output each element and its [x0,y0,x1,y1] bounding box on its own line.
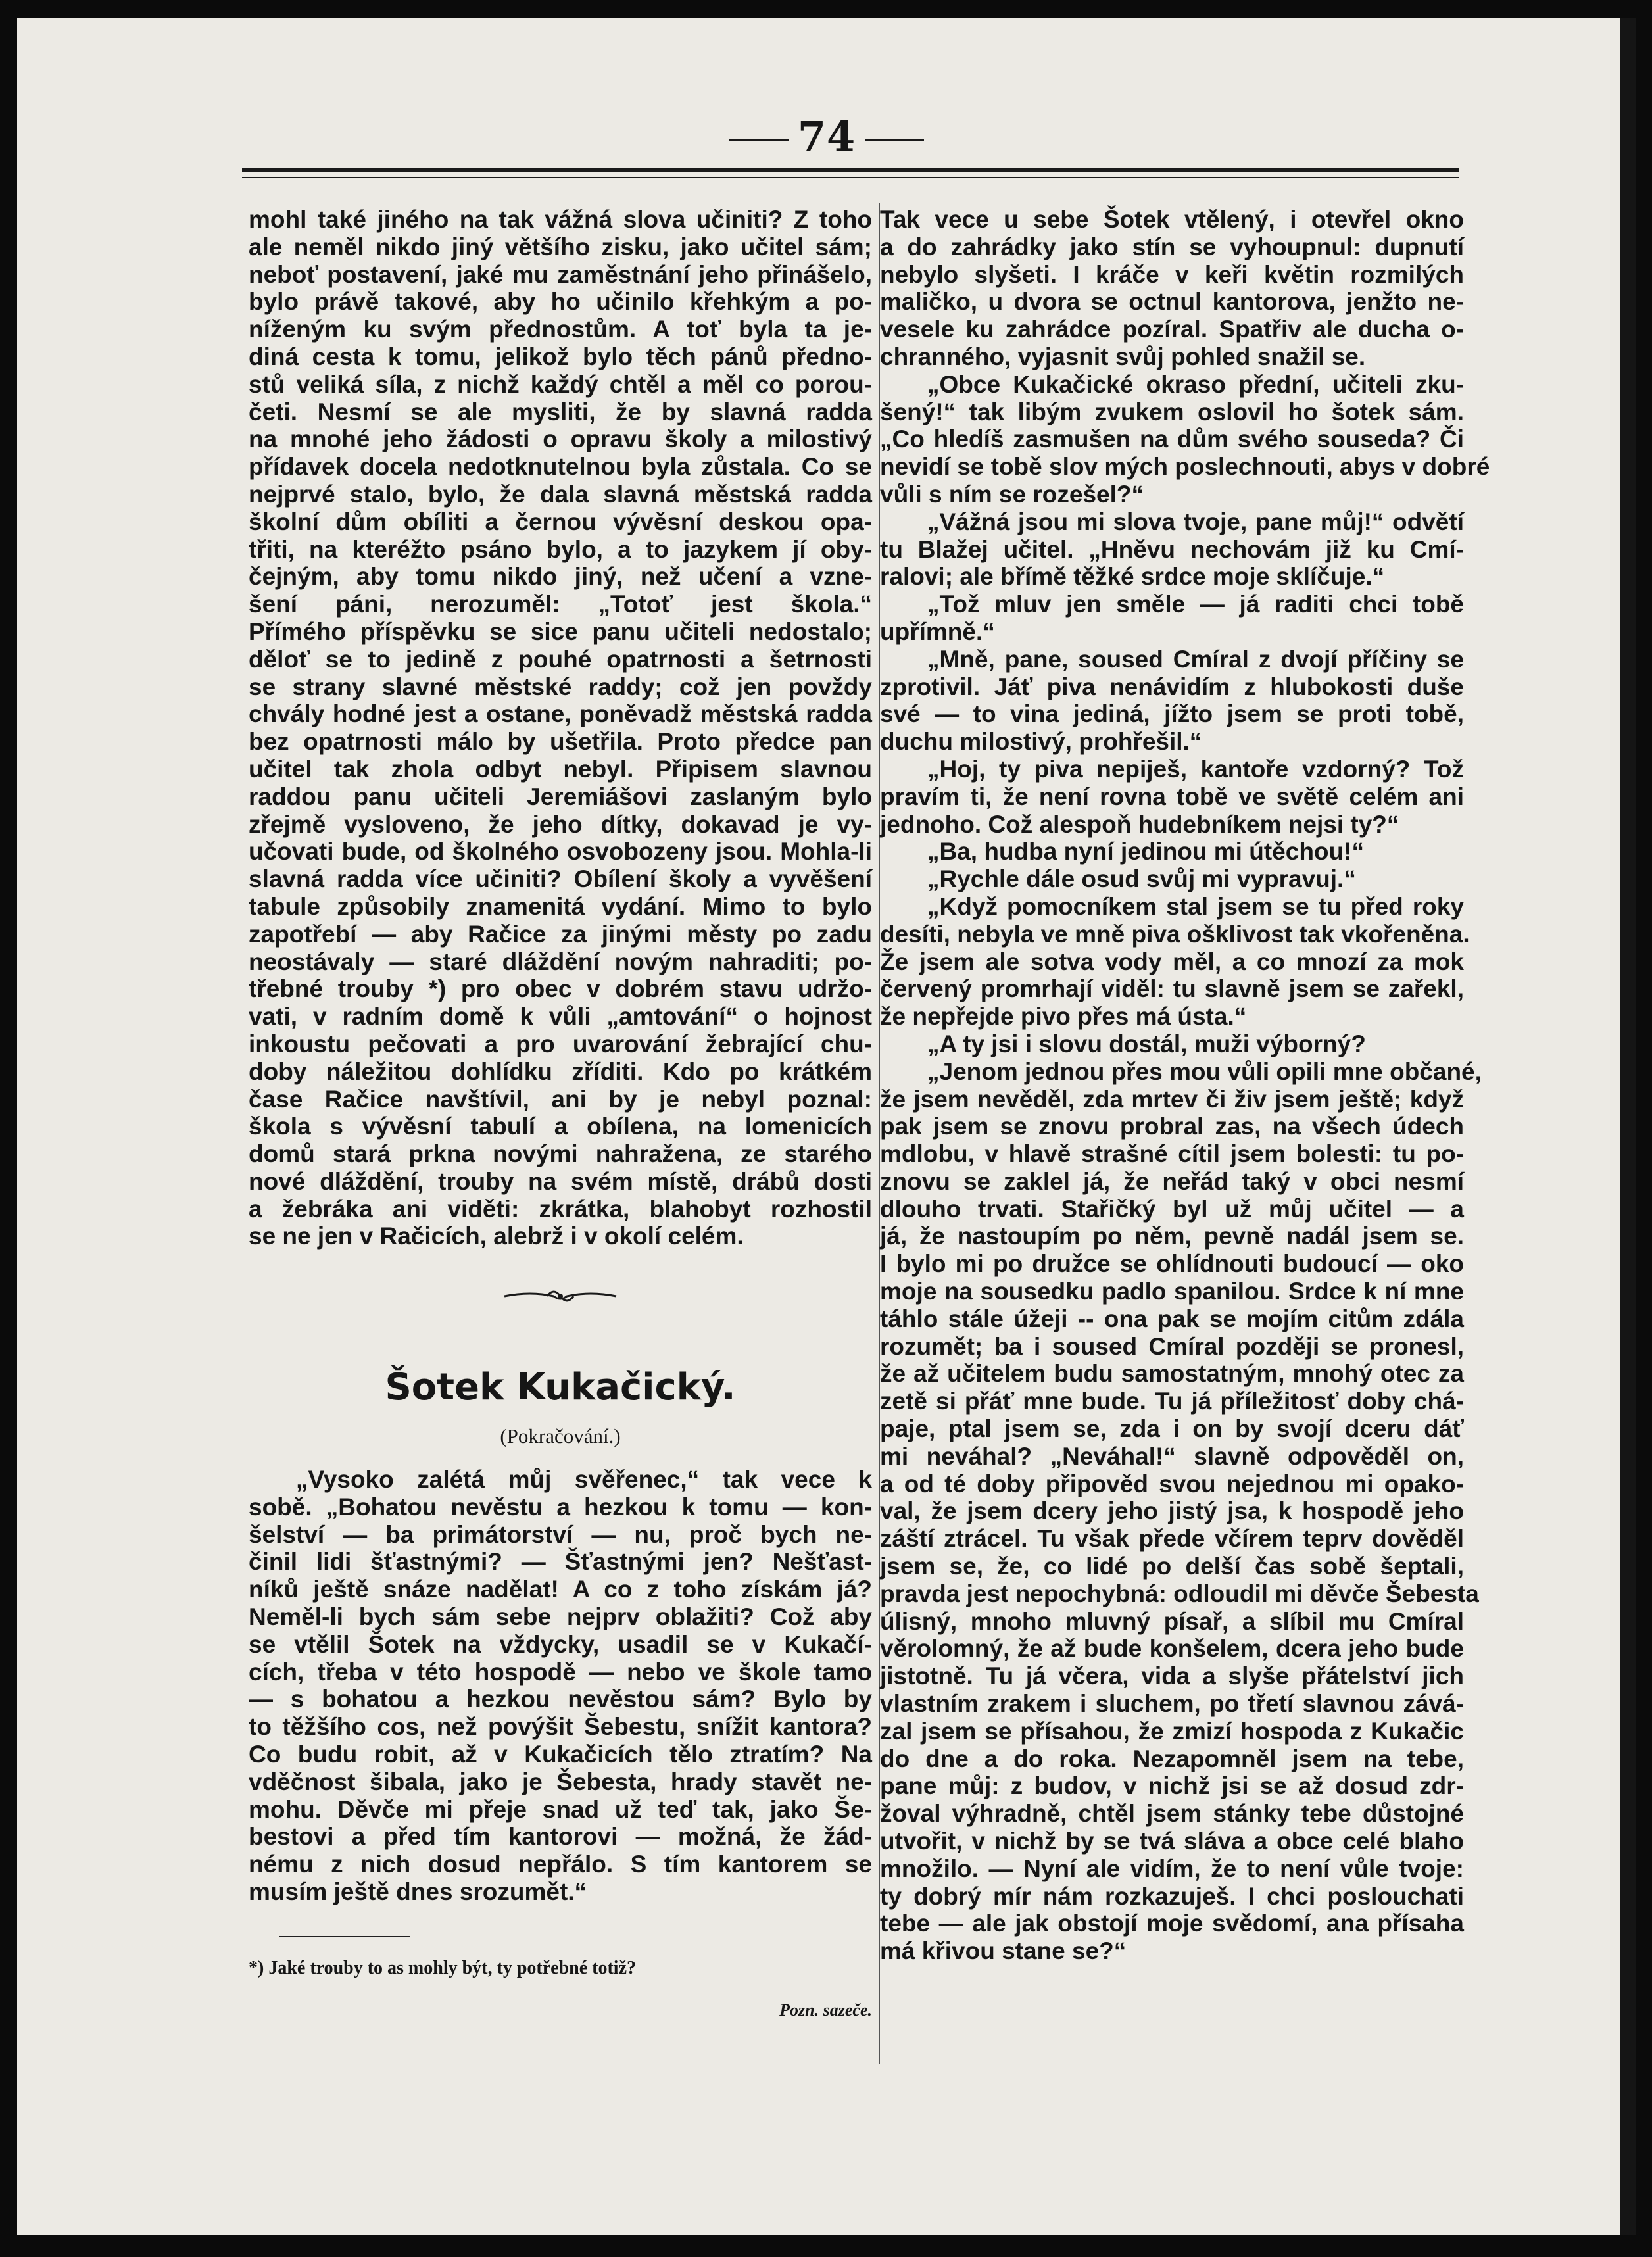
text-line: cích, třeba v této hospodě — nebo ve škole tamo [249,1658,872,1686]
left-article-text [249,206,872,1250]
text-line: sobě. „Bohatou nevěstu a hezkou k tomu — kon- [249,1493,872,1520]
text-line: jednoho. Což alespoň hudebníkem nejsi ty?“ [880,810,1399,838]
text-line: diná cesta k tomu, jelikož bylo těch pánů předno- [249,343,872,370]
header-rule [242,168,1459,178]
text-line: čase Račice navštívil, ani by je nebyl poznal: [249,1085,872,1113]
text-line: neboť postavení, jaké mu zaměstnání jeho přinášelo, [249,260,872,288]
text-line: upřímně.“ [880,618,995,645]
text-line: že až učitelem budu samostatným, mnohý otec za [880,1360,1464,1388]
text-line: zřejmě vysloveno, že jeho dítky, dokavad je vy- [249,810,872,838]
text-line: rozumět; ba i soused Cmíral později se pronesl, [880,1332,1464,1360]
text-line: mohl také jiného na tak vážná slova učiniti? Z toho [249,206,872,233]
left-column [249,206,872,2024]
text-line: duchu milostivý, prohřešil.“ [880,728,1202,756]
text-line: záští ztrácel. Tu však přede včírem teprv dověděl [880,1525,1464,1553]
text-line: šení páni, nerozuměl: „Totoť jest škola.“ [249,591,872,618]
text-line: slavná radda více učiniti? Obílení školy a vyvěšení [249,865,872,893]
text-line: inkoustu pečovati a pro uvarování žebrající chu- [249,1030,872,1057]
text-line: Přímého příspěvku se sice panu učiteli nedostalo; [249,618,872,645]
text-line: domů stará prkna novými nahražena, ze starého [249,1140,872,1168]
text-line: množilo. — Nyní ale vidím, že to není vůle tvoje: [880,1855,1464,1882]
text-line: nejprvé stalo, bylo, že dala slavná městská radda [249,480,872,508]
text-line: raddou panu učiteli Jeremiášovi zaslaným bylo [249,783,872,810]
text-line: ty dobrý mír nám rozkazuješ. I chci poslouchati [880,1882,1464,1910]
footnote: *) Jaké trouby to as mohly být, ty potřebné totiž? [249,1957,637,1978]
text-line: škola s vývěsní tabulí a obílena, na lomenicích [249,1113,872,1140]
text-line: a od té doby připověd svou nejednou mi opako- [880,1470,1464,1497]
text-line: a žebráka ani viděti: zkrátka, blahobyt rozhostil [249,1195,872,1223]
story-subtitle: (Pokračování.) [500,1424,621,1448]
text-line: pak jsem se znovu probral zas, na všech údech [880,1113,1464,1140]
text-line: že jsem nevěděl, zda mrtev či živ jsem ještě; když [880,1085,1464,1113]
text-line: doby náležitou dohlídku zříditi. Kdo po krátkém [249,1057,872,1085]
text-line: paje, ptal jsem se, zda i on by svojí dceru dáť [880,1415,1464,1443]
footnote-rule [279,1936,410,1937]
text-line: zal jsem se přísahou, že zmizí hospoda z Kukačic [880,1717,1464,1745]
text-line: mohu. Děvče mi přeje snad už teď tak, jako Še- [249,1795,872,1823]
right-column [880,206,1490,1965]
text-line: nové dláždění, trouby na svém místě, drábů dosti [249,1167,872,1195]
text-line: „A ty jsi i slovu dostál, muži výborný? [927,1030,1366,1057]
text-line: se ne jen v Račicích, alebrž i v okolí celém. [249,1223,744,1250]
text-line: jsem se, že, co lidé po delší čas sobě šeptali, [880,1553,1464,1580]
text-line: „Co hledíš zasmušen na dům svého souseda? Či [880,425,1464,453]
text-line: mdlobu, v hlavě strašné cítil jsem bolesti: tu po- [880,1140,1464,1168]
text-line: četi. Nesmí se ale mysliti, že by slavná radda [249,398,872,425]
text-line: „Hoj, ty piva nepiješ, kantoře vzdorný? Tož [927,755,1464,783]
text-line: chranného, vyjasnit svůj pohled snažil se. [880,343,1366,370]
text-line: vděčnost šibala, jako je Šebesta, hrady stavět ne- [249,1768,872,1795]
ornament-flourish-icon [501,1284,620,1308]
text-line: „Jenom jednou přes mou vůli opili mne občané, [927,1057,1482,1085]
text-line: Neměl-li bych sám sebe nejprv oblažiti? Což aby [249,1603,872,1631]
text-line: že nepřejde pivo přes má ústa.“ [880,1003,1247,1031]
text-line: zetě si přáť mne bude. Tu já příležitosť doby chá- [880,1388,1464,1415]
text-line: úlisný, mnoho mluvný písař, a slíbil mu Cmíral [880,1607,1464,1635]
text-line: „Vážná jsou mi slova tvoje, pane můj!“ odvětí [927,508,1464,535]
text-line: utvořit, v nichž by se tvá sláva a obce celé blaho [880,1828,1464,1855]
text-line: pravda jest nepochybná: odloudil mi děvče Šebesta [880,1580,1479,1607]
text-line: učitel tak zhola odbyt nebyl. Připisem slavnou [249,755,872,783]
text-line: maličko, u dvora se octnul kantorova, jenžto ne- [880,288,1464,316]
scanned-page [17,18,1636,2235]
text-line: se vtělil Šotek na vždycky, usadil se v Kukačí- [249,1630,872,1658]
text-line: věrolomný, že až bude konšelem, dcera jeho bude [880,1635,1464,1662]
text-line: moje na sousedku padlo spanilou. Srdce k ní mne [880,1278,1464,1305]
text-line: a do zahrádky jako stín se vyhoupnul: dupnutí [880,233,1464,260]
story-text [249,1466,872,1906]
page-header [17,112,1636,160]
section-ornament [249,1284,872,1308]
text-line: desíti, nebyla ve mně piva ošklivost tak vkořeněna. [880,920,1470,948]
text-line: zapotřebí — aby Račice za jinými městy po zadu [249,920,872,948]
text-line: zprotivil. Jáť piva nenávidím z hlubokosti duše [880,673,1464,700]
text-line: se strany slavné městské raddy; což jen povždy [249,673,872,700]
text-line: červený promrhají viděl: tu slavně jsem se zařekl, [880,975,1464,1003]
text-line: nevidí se tobě slov mých poslechnouti, abys v dobré [880,453,1490,481]
text-line: na mnohé jeho žádosti o opravu školy a milostivý [249,425,872,453]
text-line: má křivou stane se?“ [880,1937,1127,1965]
text-line: žoval výhradně, chtěl jsem stánky tebe důstojné [880,1800,1464,1828]
text-line: přídavek docela nedotknutelnou byla zůstala. Co se [249,453,872,481]
text-line: ralovi; ale břímě těžké srdce moje sklíčuje.“ [880,563,1385,591]
text-line: chvály hodné jest a ostane, poněvadž městská radda [249,700,872,728]
text-line: znovu se zaklel já, že neřád taký v obci nesmí [880,1167,1464,1195]
text-line: já, že nastoupím po něm, pevně nadál jsem se. [880,1223,1464,1250]
text-line: čejným, aby tomu nikdo jiný, než učení a vzne- [249,563,872,591]
text-line: školní dům obíliti a černou vývěsní deskou opa- [249,508,872,535]
text-line: činil lidi šťastnými? — Šťastnými jen? Nešťast- [249,1548,872,1576]
story-title: Šotek Kukačický. [385,1366,736,1409]
text-line: vlastním zrakem i sluchem, po třetí slavnou zává- [880,1690,1464,1718]
text-line: bylo právě takové, aby ho učinilo křehkým a po- [249,288,872,316]
text-line: pane můj: z budov, v nichž jsi se až dosud zdr- [880,1772,1464,1800]
text-line: „Obce Kukačické okraso přední, učiteli zku- [927,370,1464,398]
text-line: „Když pomocníkem stal jsem se tu před roky [927,892,1464,920]
text-line: do dne a do roka. Nezapomněl jsem na tebe, [880,1745,1464,1772]
text-line: tabule způsobily znamenitá vydání. Mimo to bylo [249,892,872,920]
text-line: „Mně, pane, soused Cmíral z dvojí příčiny se [927,645,1464,673]
text-line: jistotně. Tu já včera, vida a slyše přátelství jich [880,1662,1464,1690]
right-article-text [880,206,1490,1965]
text-line: „Ba, hudba nyní jedinou mi útěchou!“ [927,838,1364,865]
text-line: šený!“ tak libým zvukem oslovil ho šotek sám. [880,398,1464,425]
text-line: Že jsem ale sotva vody měl, a co mnozí za mok [880,948,1464,975]
text-line: pravím ti, že není rovna tobě ve světě celém ani [880,783,1464,810]
text-line: I bylo mi po družce se ohlídnouti budoucí — oko [880,1250,1464,1278]
text-line: níků ještě snáze nadělat! A co z toho získám já? [249,1576,872,1603]
text-line: bestovi a před tím kantorovi — možná, že žád- [249,1823,872,1851]
text-line: třiti, na kteréžto psáno bylo, a to jazykem jí oby- [249,535,872,563]
scan-border [1620,18,1636,2235]
text-line: neostávaly — staré dláždění novým nahraditi; po- [249,948,872,975]
text-line: mi neváhal? „Neváhal!“ slavně odpověděl on, [880,1442,1464,1470]
text-line: „Tož mluv jen směle — já raditi chci tobě [927,591,1464,618]
text-line: své — to vina jediná, jížto jsem se proti tobě, [880,700,1464,728]
text-line: učovati bude, od školného osvobozeny jsou. Mohla-li [249,838,872,865]
text-line: nému z nich dosud nepřálo. S tím kantorem se [249,1851,872,1878]
text-line: ale neměl nikdo jiný většího zisku, jako učitel sám; [249,233,872,260]
text-line: „Rychle dále osud svůj mi vypravuj.“ [927,865,1356,893]
text-line: Tak vece u sebe Šotek vtělený, i otevřel okno [880,206,1464,233]
text-line: stů veliká síla, z nichž každý chtěl a měl co porou- [249,370,872,398]
text-line: nebylo slyšeti. I kráče v keři květin rozmilých [880,260,1464,288]
text-line: — s bohatou a hezkou nevěstou sám? Bylo by [249,1686,872,1713]
text-line: níženým ku svým přednostům. A toť byla ta je- [249,316,872,343]
text-line: „Vysoko zalétá můj svěřenec,“ tak vece k [296,1466,872,1493]
text-line: děloť se to jedině z pouhé opatrnosti a šetrnosti [249,645,872,673]
text-line: tu Blažej učitel. „Hněvu nechovám již ku Cmí- [880,535,1464,563]
text-line: musím ještě dnes srozumět.“ [249,1878,587,1906]
text-line: dlouho trvati. Stařičký byl už můj učitel — a [880,1195,1464,1223]
footnote-signature: Pozn. sazeče. [779,2000,872,2020]
text-line: šelství — ba primátorství — nu, proč bych ne- [249,1520,872,1548]
text-line: vůli s ním se rozešel?“ [880,480,1144,508]
text-line: bez opatrnosti málo by ušetřila. Proto předce pan [249,728,872,756]
text-line: táhlo stále úžeji -- ona pak se mojím citům zdála [880,1305,1464,1332]
text-line: třebné trouby *) pro obec v dobrém stavu udržo- [249,975,872,1003]
text-line: val, že jsem dcery jeho jistý jsa, k hospodě jeho [880,1497,1464,1525]
page-number: 74 [720,117,933,157]
text-line: Co budu robit, až v Kukačicích tělo ztratím? Na [249,1741,872,1768]
text-line: vati, v radním domě k vůli „amtování“ o hojnost [249,1003,872,1031]
text-line: to těžšího cos, než povýšit Šebestu, snížit kantora? [249,1713,872,1741]
text-line: vesele ku zahrádce pozíral. Spatřiv ale ducha o- [880,316,1464,343]
text-line: tebe — ale jak obstojí moje svědomí, ana přísaha [880,1910,1464,1937]
